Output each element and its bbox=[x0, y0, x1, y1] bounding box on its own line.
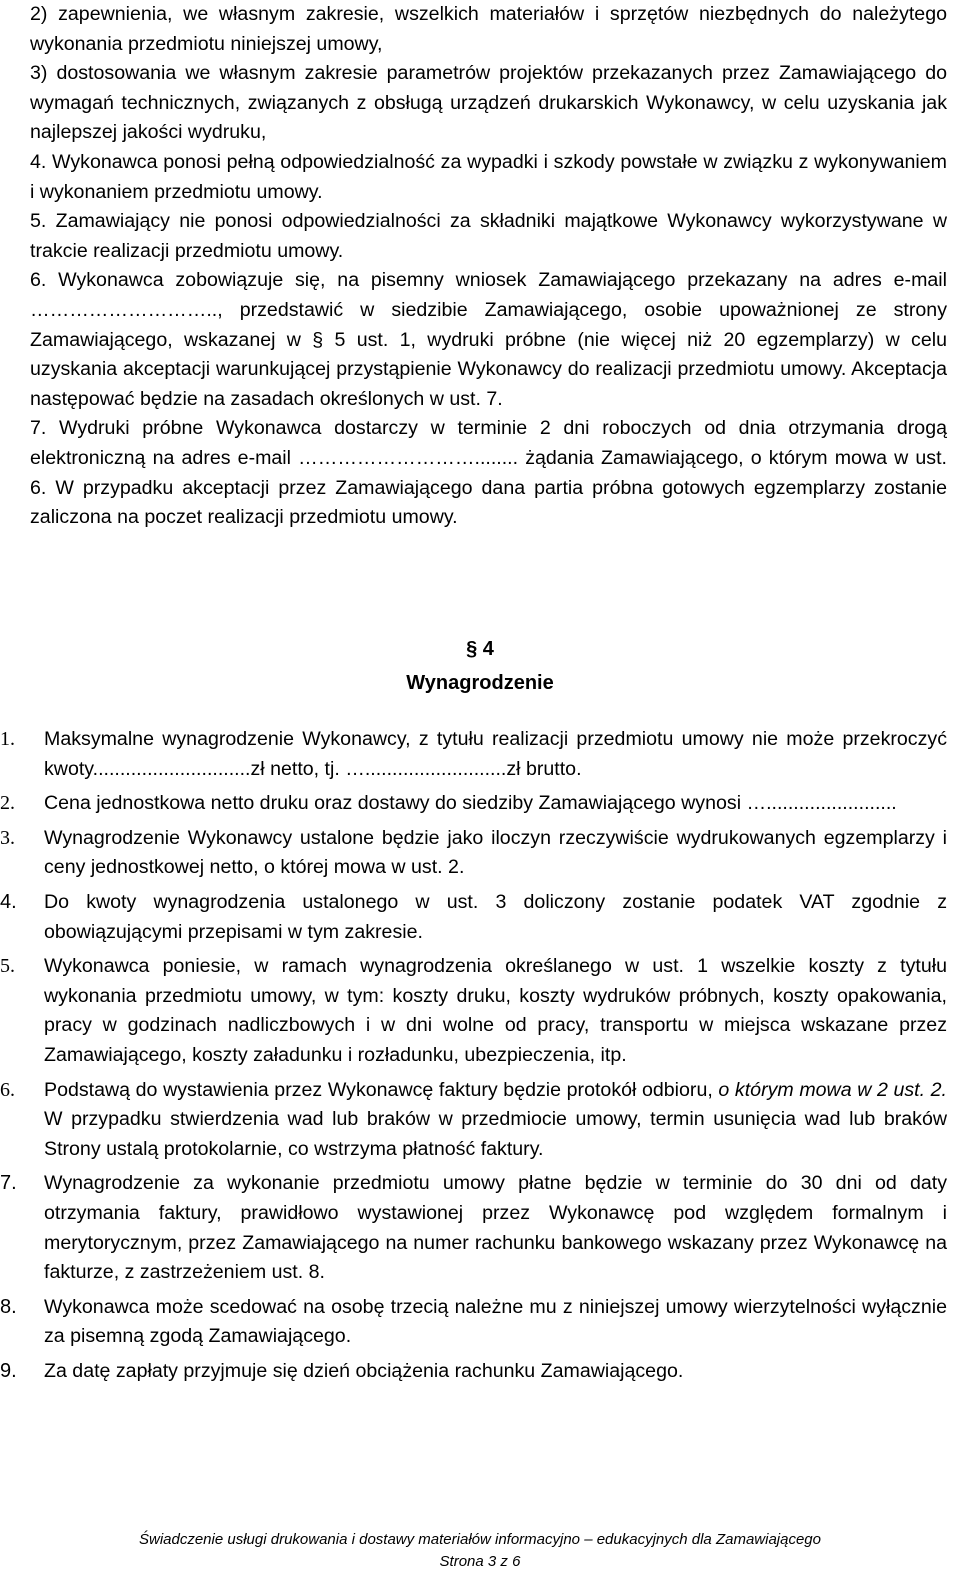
list-text-italic: o którym mowa w 2 ust. 2. bbox=[718, 1078, 948, 1101]
point-4: 4. Wykonawca ponosi pełną odpowiedzialność za wypadki i szkody powstałe w związku z wykonywaniem i wykonaniem przedmiotu umowy. bbox=[30, 150, 947, 203]
list-text: Cena jednostkowa netto druku oraz dostawy do siedziby Zamawiającego wynosi …........................ bbox=[44, 792, 897, 815]
list-number: 5. bbox=[0, 955, 15, 978]
point-5: 5. Zamawiający nie ponosi odpowiedzialności za składniki majątkowe Wykonawcy wykorzystywane w trakcie realizacji przedmiotu umowy. bbox=[30, 210, 947, 262]
continued-obligations bbox=[30, 0, 947, 533]
list-item bbox=[0, 1076, 947, 1165]
page-number: Strona 3 z 6 bbox=[439, 1553, 521, 1570]
obligation-item-3: 3) dostosowania we własnym zakresie parametrów projektów przekazanych przez Zamawiającego do wymagań technicznych, związanych z obsługą urządzeń drukarskich Wykonawcy, w celu uzyskania jak najlepszej jakości wydruku, bbox=[30, 62, 947, 144]
remuneration-list bbox=[0, 725, 960, 1391]
list-number: 3. bbox=[0, 826, 15, 849]
footer-title: Świadczenie usługi drukowania i dostawy materiałów informacyjno – edukacyjnych dla Zamawiającego bbox=[138, 1531, 821, 1548]
list-text: Za datę zapłaty przyjmuje się dzień obciążenia rachunku Zamawiającego. bbox=[44, 1359, 684, 1382]
list-item bbox=[0, 824, 947, 883]
list-number: 7. bbox=[0, 1172, 17, 1195]
list-number: 1. bbox=[0, 728, 15, 750]
list-item bbox=[0, 888, 947, 947]
list-number: 4. bbox=[0, 890, 17, 913]
list-number: 8. bbox=[0, 1295, 17, 1318]
list-text: Wynagrodzenie Wykonawcy ustalone będzie jako iloczyn rzeczywiście wydrukowanych egzemplarzy i ceny jednostkowej netto, o której mowa w ust. 2. bbox=[44, 826, 947, 879]
list-text: W przypadku stwierdzenia wad lub braków w przedmiocie umowy, termin usunięcia wad lub braków Strony ustalą protokolarnie, co wstrzyma płatność faktury. bbox=[44, 1108, 947, 1160]
section-title: Wynagrodzenie bbox=[406, 672, 554, 694]
list-item bbox=[0, 1357, 947, 1387]
list-number: 2. bbox=[0, 792, 15, 815]
list-text: Wykonawca poniesie, w ramach wynagrodzenia określanego w ust. 1 wszelkie koszty z tytułu wykonania przedmiotu umowy, w tym: koszty druku, koszty wydruków próbnych, koszty opakowania, pracy w godzinach nadliczbowych i w dni wolne od pracy, transportu w miejsca wskazane przez Zamawiającego, koszty załadunku i rozładunku, ubezpieczenia, itp. bbox=[44, 955, 947, 1066]
list-item bbox=[0, 952, 947, 1070]
point-6: 6. Wykonawca zobowiązuje się, na pisemny wniosek Zamawiającego przekazany na adres e-mail ……………………….., przedstawić w siedzibie Zamawiającego, osobie upoważnionej ze strony Zamawiającego, wskazanej w § 5 ust. 1, wydruki próbne (nie więcej niż 20 egzemplarzy) w celu uzyskania akceptacji warunkującej przystąpienie Wykonawcy do realizacji przedmiotu umowy. Akceptacja następować będzie na zasadach określonych w ust. 7. bbox=[30, 269, 947, 410]
section-number: § 4 bbox=[466, 638, 494, 660]
list-text: Wykonawca może scedować na osobę trzecią należne mu z niniejszej umowy wierzytelności wyłącznie za pisemną zgodą Zamawiającego. bbox=[44, 1295, 947, 1348]
list-item bbox=[0, 725, 947, 784]
obligation-item-2: 2) zapewnienia, we własnym zakresie, wszelkich materiałów i sprzętów niezbędnych do należytego wykonania przedmiotu niniejszej umowy, bbox=[30, 3, 947, 55]
list-item bbox=[0, 1169, 947, 1287]
point-7: 7. Wydruki próbne Wykonawca dostarczy w terminie 2 dni roboczych od dnia otrzymania drogą elektroniczną na adres e-mail ………………………........ żądania Zamawiającego, o którym mowa w ust. 6. W przypadku akceptacji przez Zamawiającego dana partia próbna gotowych egzemplarzy zostanie zaliczona na poczet realizacji przedmiotu umowy. bbox=[30, 417, 947, 529]
list-number: 6. bbox=[0, 1078, 15, 1101]
list-item bbox=[0, 1293, 947, 1352]
list-text: Maksymalne wynagrodzenie Wykonawcy, z tytułu realizacji przedmiotu umowy nie może przekroczyć kwoty.............................zł netto, tj. …..........................zł brutto. bbox=[44, 728, 947, 780]
list-number: 9. bbox=[0, 1359, 17, 1382]
list-text: Wynagrodzenie za wykonanie przedmiotu umowy płatne będzie w terminie do 30 dni od daty otrzymania faktury, prawidłowo wystawionej przez Wykonawcę pod względem formalnym i merytorycznym, przez Zamawiającego na numer rachunku bankowego wskazany przez Wykonawcę na fakturze, z zastrzeżeniem ust. 8. bbox=[44, 1172, 947, 1284]
list-text: Do kwoty wynagrodzenia ustalonego w ust. 3 doliczony zostanie podatek VAT zgodnie z obowiązującymi przepisami w tym zakresie. bbox=[44, 890, 947, 943]
list-item bbox=[0, 789, 947, 819]
list-text: Podstawą do wystawienia przez Wykonawcę faktury będzie protokół odbioru, bbox=[44, 1078, 713, 1101]
